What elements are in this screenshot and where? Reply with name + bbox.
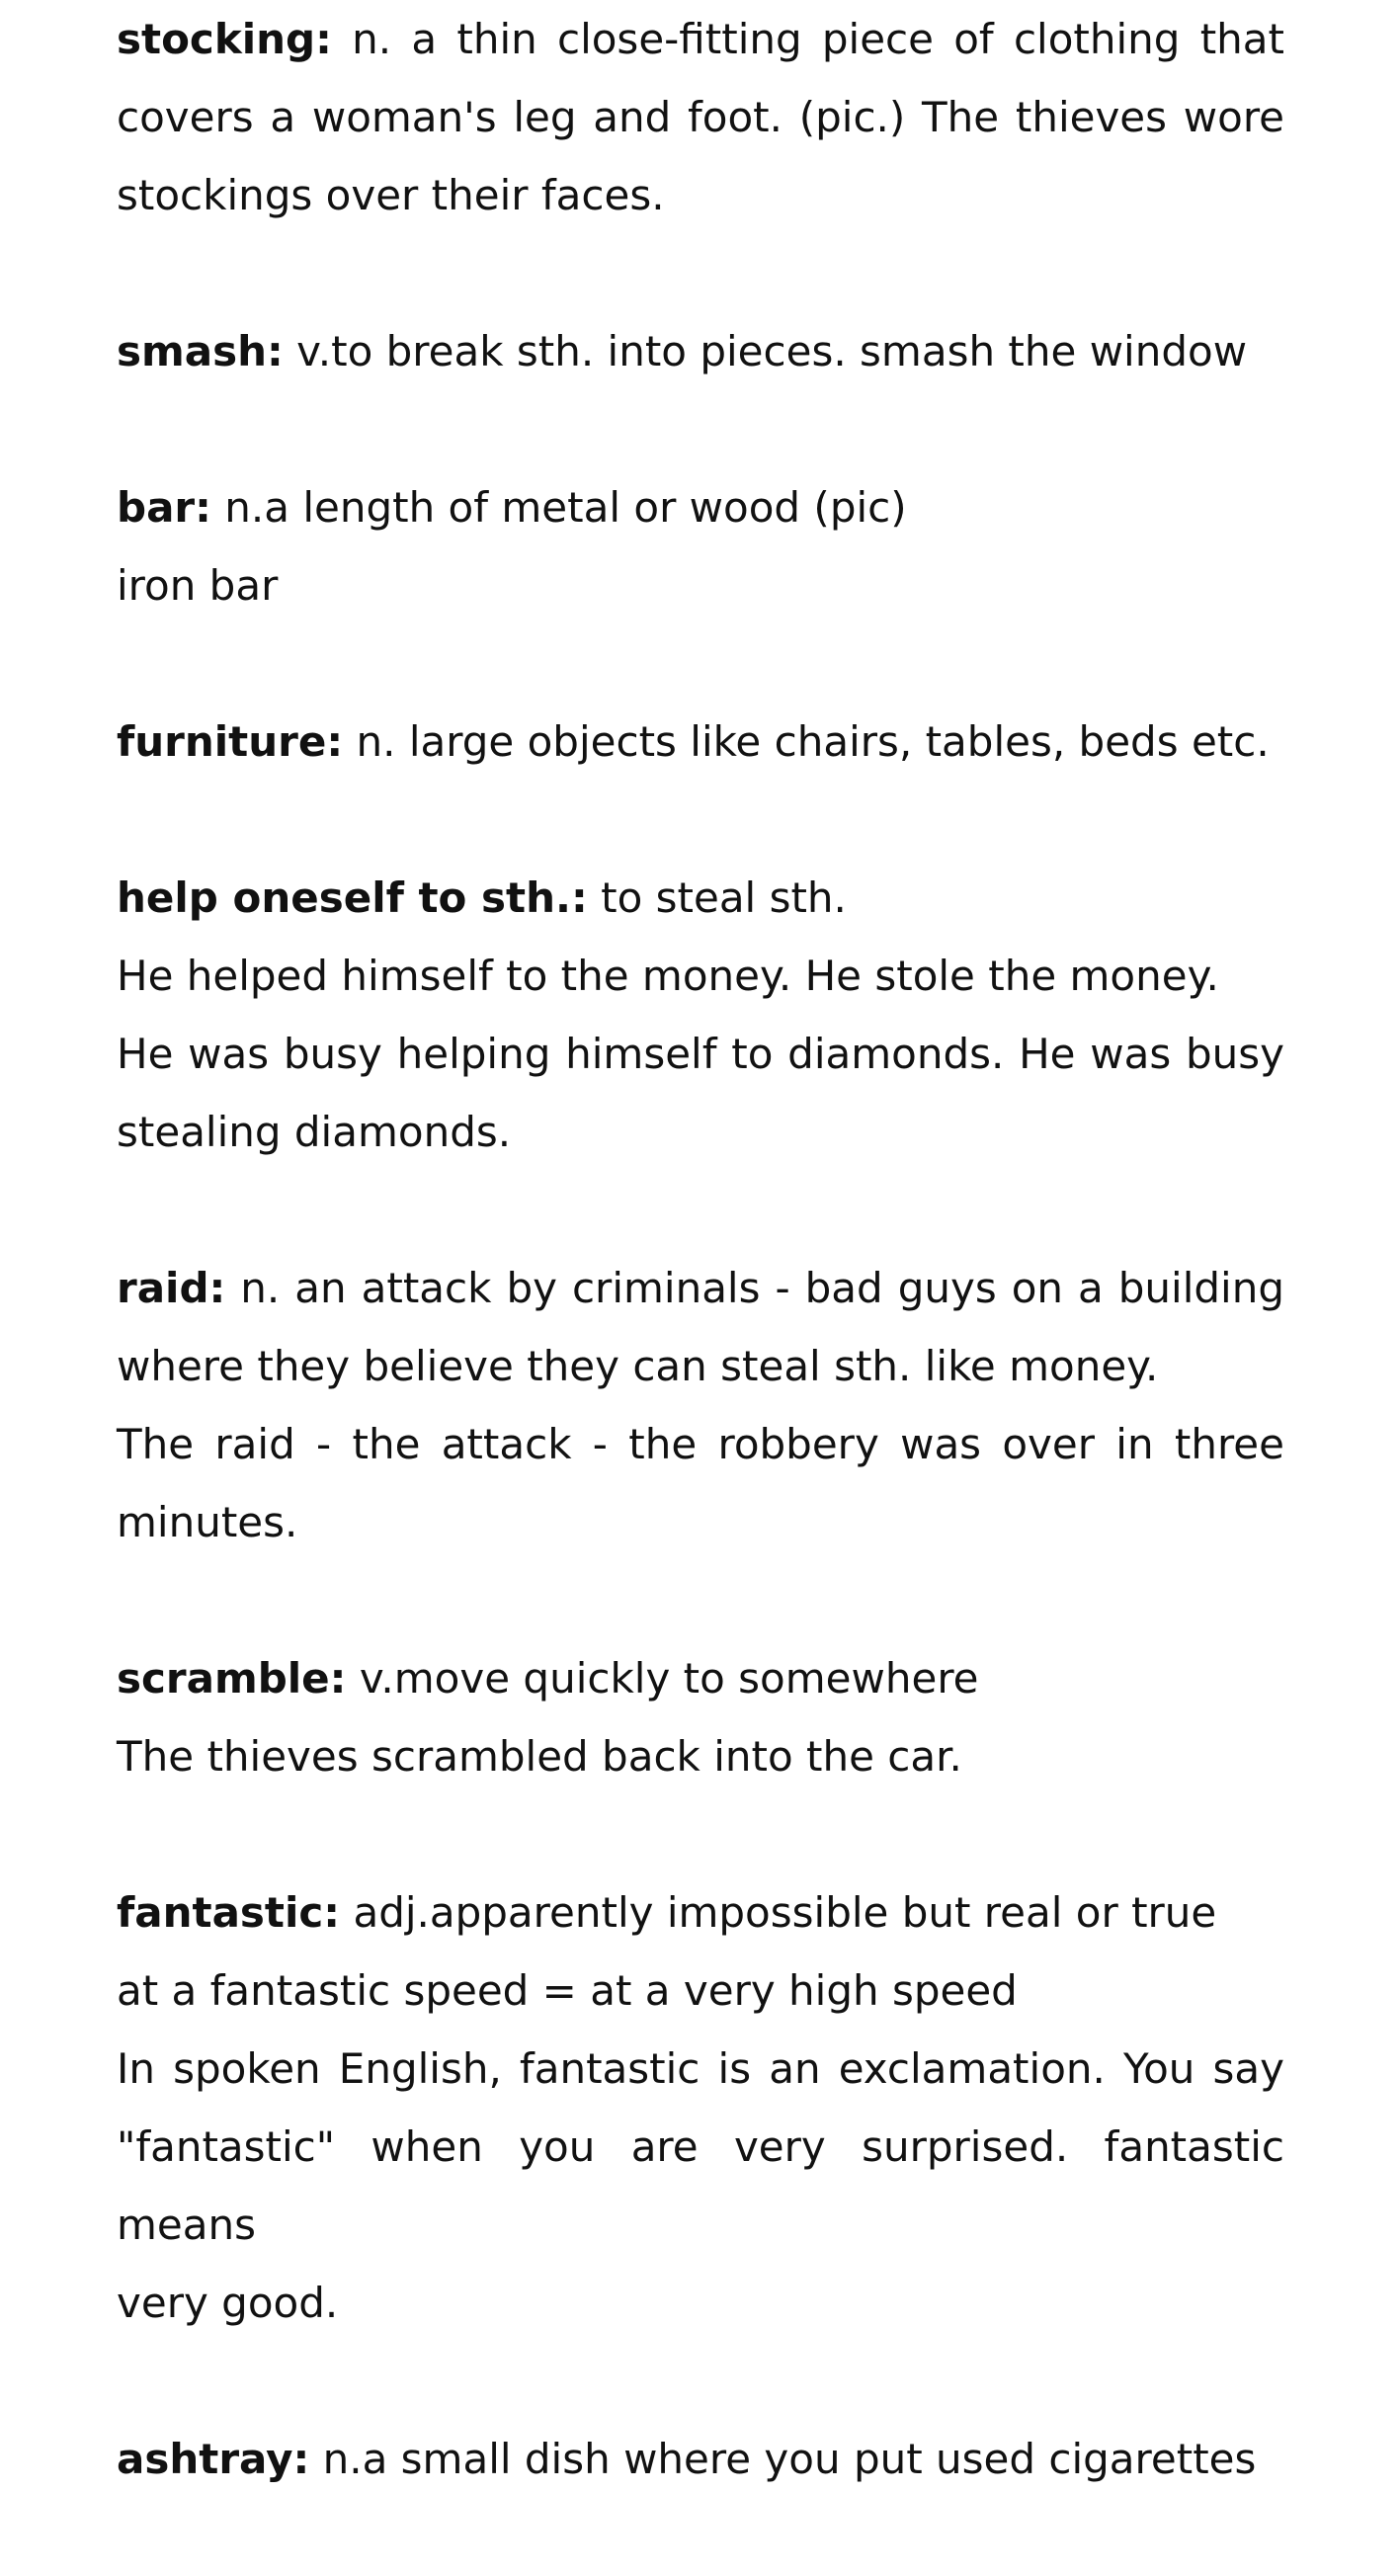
entry-line: stockings over their faces. xyxy=(117,171,665,219)
entry-term: furniture: xyxy=(117,717,344,766)
entry-line: iron bar xyxy=(117,561,279,610)
entry-line: where they believe they can steal sth. like money. xyxy=(117,1342,1159,1390)
entry-bar xyxy=(117,468,1284,624)
entry-raid xyxy=(117,1249,1284,1561)
entry-line: He was busy helping himself to diamonds. He was busy xyxy=(117,1030,1284,1078)
entry-term: help oneself to sth.: xyxy=(117,873,588,922)
entry-line xyxy=(117,703,1284,781)
entry-term: fantastic: xyxy=(117,1888,341,1937)
entry-term: raid: xyxy=(117,1264,226,1312)
entry-line: He helped himself to the money. He stole the money. xyxy=(117,952,1219,1000)
entry-line: stealing diamonds. xyxy=(117,1108,512,1156)
entry-fantastic xyxy=(117,1873,1284,2342)
entry-line xyxy=(117,312,1284,390)
entry-definition: n.a small dish where you put used cigarettes xyxy=(309,2435,1257,2483)
entry-line: The thieves scrambled back into the car. xyxy=(117,1732,962,1781)
entry-definition: adj.apparently impossible but real or true xyxy=(340,1888,1217,1937)
entry-term: scramble: xyxy=(117,1654,347,1703)
entry-line: "fantastic" when you are very surprised. fantastic means xyxy=(117,2122,1284,2249)
entry-line: covers a woman's leg and foot. (pic.) The thieves wore xyxy=(117,93,1284,141)
entry-definition: v.move quickly to somewhere xyxy=(346,1654,979,1703)
entry-term: bar: xyxy=(117,483,211,532)
entry-definition: n. an attack by criminals - bad guys on a building xyxy=(225,1264,1284,1312)
entry-smash xyxy=(117,312,1284,390)
entry-furniture xyxy=(117,703,1284,781)
entry-help-oneself xyxy=(117,859,1284,1171)
entry-line xyxy=(117,1873,1284,1952)
entry-definition: v.to break sth. into pieces. smash the window xyxy=(283,327,1248,375)
entry-term: smash: xyxy=(117,327,284,375)
entry-line xyxy=(117,2420,1284,2498)
entry-term: ashtray: xyxy=(117,2435,310,2483)
entry-line: In spoken English, fantastic is an exclamation. You say xyxy=(117,2044,1284,2093)
entry-line xyxy=(117,1639,1284,1717)
entry-definition: n. a thin close-fitting piece of clothing that xyxy=(331,15,1284,63)
entry-definition: to steal sth. xyxy=(587,873,847,922)
entry-line xyxy=(117,468,1284,546)
entry-stocking xyxy=(117,0,1284,234)
entry-line xyxy=(117,1249,1284,1327)
entry-term: stocking: xyxy=(117,15,332,63)
vocabulary-document xyxy=(117,0,1284,2576)
entry-line: The raid - the attack - the robbery was over in three xyxy=(117,1420,1284,1468)
entry-line: very good. xyxy=(117,2279,339,2327)
entry-scramble xyxy=(117,1639,1284,1795)
entry-line: minutes. xyxy=(117,1498,298,1546)
entry-definition: n. large objects like chairs, tables, beds etc. xyxy=(343,717,1270,766)
entry-ashtray xyxy=(117,2420,1284,2498)
entry-line: at a fantastic speed = at a very high speed xyxy=(117,1966,1018,2015)
entry-line xyxy=(117,859,1284,937)
entry-definition: n.a length of metal or wood (pic) xyxy=(210,483,907,532)
entry-line xyxy=(117,0,1284,78)
